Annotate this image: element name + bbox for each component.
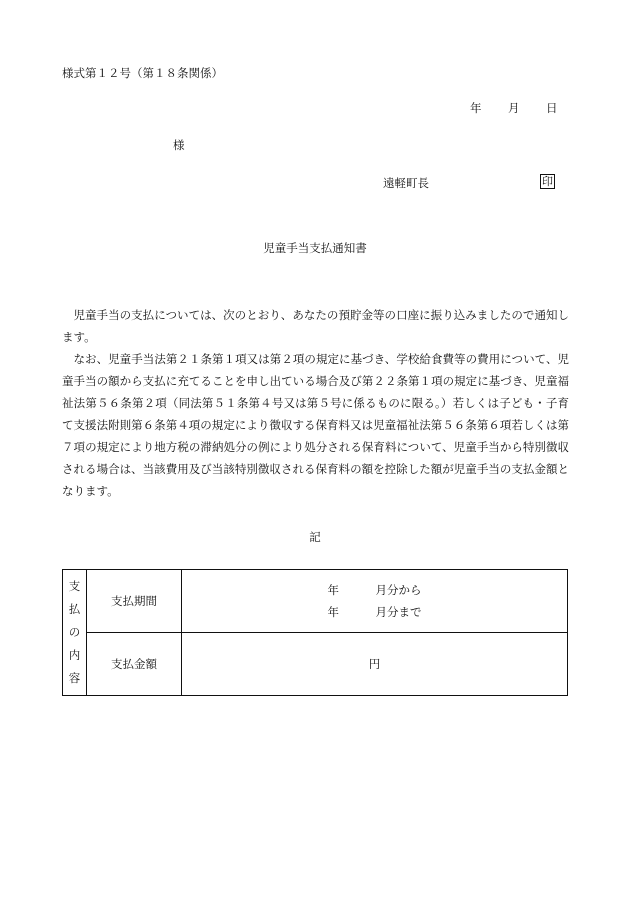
date-month: 月: [508, 101, 520, 115]
date-line: [470, 100, 558, 116]
amount-label: 支払金額: [87, 633, 182, 696]
period-label: 支払期間: [87, 570, 182, 633]
issuer-name: 遠軽町長: [383, 176, 429, 190]
period-value: [182, 570, 568, 633]
period-to: [182, 601, 567, 623]
ki-label: 記: [309, 530, 321, 544]
payment-details-table: [62, 569, 568, 696]
addressee-suffix: 様: [173, 138, 185, 152]
amount-value: 円: [182, 633, 568, 696]
period-to-text: 月分まで: [375, 605, 422, 619]
body-paragraph-1: 児童手当の支払については、次のとおり、あなたの預貯金等の口座に振り込みましたので通知します。: [62, 308, 569, 344]
period-from: [182, 579, 567, 601]
table-row-amount: [63, 633, 568, 696]
body-paragraph-2: なお、児童手当法第２１条第１項又は第２項の規定に基づき、学校給食費等の費用について、児童手当の額から支払に充てることを申し出ている場合及び第２２条第１項の規定に基づき、児童福祉法第５６条第２項（同法第５１条第４号又は第５号に係るものに限る。）若しくは子ども・子育て支援法附則第６条第４項の規定により徴収する保育料又は児童福祉法第５６条第６項若しくは第７項の規定により地方税の滞納処分の例により処分される保育料について、児童手当から特別徴収される場合は、当該費用及び当該特別徴収される保育料の額を控除した額が児童手当の支払金額となります。: [62, 352, 569, 498]
period-to-year: 年: [327, 605, 339, 619]
period-from-year: 年: [327, 583, 339, 597]
side-header-text: 支払の内容: [68, 579, 81, 685]
body-text: [62, 304, 569, 502]
seal-mark: 印: [542, 175, 553, 188]
date-day: 日: [546, 101, 558, 115]
side-header: [63, 570, 87, 696]
date-year: 年: [470, 101, 482, 115]
form-number: 様式第１２号（第１８条関係）: [62, 66, 223, 80]
period-from-text: 月分から: [375, 583, 422, 597]
table-row-period: [63, 570, 568, 633]
document-title: 児童手当支払通知書: [263, 241, 367, 255]
